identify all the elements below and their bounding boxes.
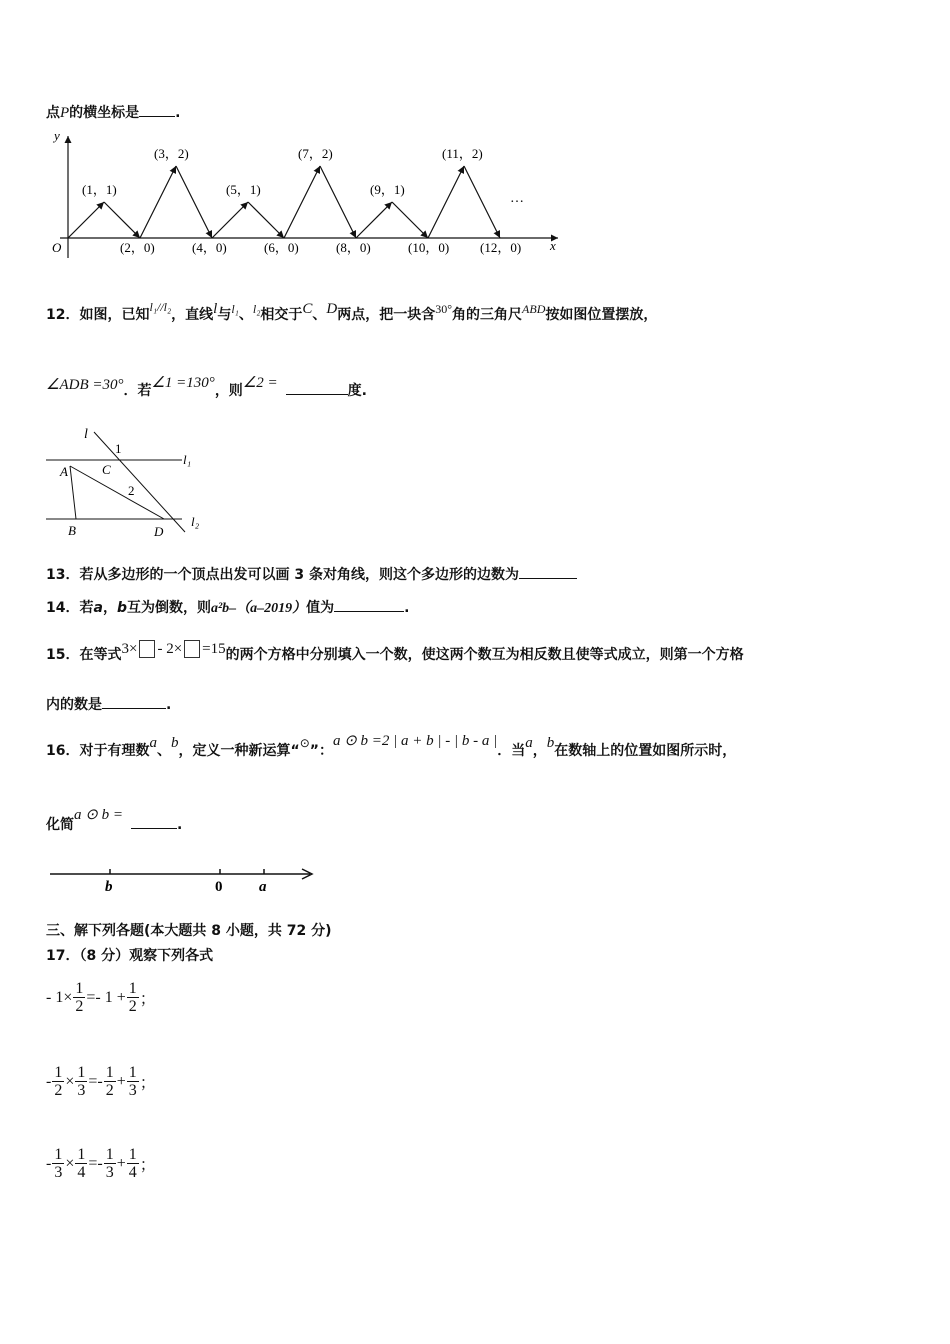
- eq3-frac-4-den: 4: [128, 1164, 137, 1181]
- q17-title: 17．（8 分）观察下列各式: [46, 948, 214, 964]
- q11-blank: [139, 104, 175, 117]
- q15-line2-text: 内的数是: [46, 697, 102, 713]
- q13-blank: [519, 566, 577, 579]
- q11-var: P: [60, 105, 70, 121]
- q15-number: 15．在等式: [46, 647, 122, 663]
- point-c-label: C: [102, 462, 111, 477]
- q11-post: 的横坐标是: [69, 105, 140, 121]
- q15-eq-b: - 2×: [157, 641, 183, 657]
- q15-line2: [46, 694, 171, 714]
- q16-var-b2: b: [546, 735, 555, 751]
- q12-cond1: ∠ADB =30°: [46, 377, 124, 393]
- q15-blank: [102, 696, 166, 709]
- eq1-frac-1-den: 2: [75, 998, 84, 1015]
- eq2-frac-2-den: 3: [77, 1082, 86, 1099]
- eq2-left: -: [46, 1072, 52, 1090]
- eq3-plus: +: [116, 1154, 126, 1172]
- eq2-frac-4: [127, 1064, 139, 1099]
- zigzag-segment: [212, 202, 248, 238]
- eq1-mid: =- 1 +: [86, 988, 126, 1006]
- q16-end: .: [176, 817, 183, 833]
- q12-var-abd: ABD: [522, 302, 546, 316]
- q11-pre: 点: [46, 105, 60, 121]
- eq2-mid: =-: [88, 1072, 103, 1090]
- base-label: (4，0): [192, 240, 227, 255]
- zigzag-segment: [356, 202, 392, 238]
- q15-line1: [46, 641, 744, 664]
- q14-blank: [334, 599, 404, 612]
- y-axis-label: y: [54, 128, 60, 143]
- q12-text-h: 按如图位置摆放，: [545, 307, 658, 323]
- equation-2: [46, 1064, 156, 1099]
- q12-figure: [40, 422, 220, 542]
- eq3-frac-4-num: 1: [128, 1146, 137, 1163]
- eq3-frac-1-num: 1: [54, 1146, 63, 1163]
- q12-cond3: ∠2 =: [242, 375, 278, 391]
- zigzag-segment: [140, 166, 176, 238]
- q15-box-1: [139, 640, 155, 658]
- eq2-frac-2: [75, 1064, 87, 1099]
- eq3-mid: =-: [88, 1154, 103, 1172]
- eq2-frac-4-num: 1: [128, 1064, 137, 1081]
- zigzag-segment: [104, 202, 140, 238]
- q12-line2: [46, 375, 367, 400]
- base-label: (2，0): [120, 240, 155, 255]
- q12-text-a: ，直线: [171, 307, 214, 323]
- eq2-frac-3-num: 1: [105, 1064, 114, 1081]
- q16-mid: ，定义一种新运算“: [178, 743, 300, 759]
- q16-tail: 在数轴上的位置如图所示时，: [554, 743, 737, 759]
- number-line: [44, 860, 324, 896]
- x-axis-label: x: [550, 238, 556, 253]
- eq1-frac-2-num: 1: [128, 980, 137, 997]
- q12-text-d: 相交于: [260, 307, 303, 323]
- q16-var-b: b: [170, 735, 179, 751]
- q11-tail: [46, 102, 181, 122]
- q12-text-ze: ，则: [214, 383, 243, 399]
- zigzag-segment: [320, 166, 356, 238]
- q12-text-e: 、: [312, 307, 327, 323]
- eq1-left: - 1×: [46, 988, 73, 1006]
- q16-line2: [46, 807, 183, 834]
- peak-label: (1，1): [82, 182, 117, 197]
- q12-cond2: ∠1 =130°: [151, 375, 215, 391]
- zigzag-segment: [248, 202, 284, 238]
- zigzag-segment: [284, 166, 320, 238]
- eq2-plus: +: [116, 1072, 126, 1090]
- section-3-heading: [46, 920, 332, 940]
- q15-text: 的两个方格中分别填入一个数，使这两个数互为相反数且使等式成立，则第一个方格: [225, 647, 744, 663]
- q16-line2-text: 化简: [46, 817, 74, 833]
- triangle-abd: [70, 466, 164, 519]
- q13-text: 13．若从多边形的一个顶点出发可以画 3 条对角线，则这个多边形的边数为: [46, 567, 519, 583]
- q12-line1: [46, 300, 658, 324]
- q16-var-a2: a: [525, 735, 533, 751]
- q14-var-b: b: [116, 600, 127, 616]
- eq3-frac-2: [75, 1146, 87, 1181]
- eq2-frac-1-den: 2: [54, 1082, 63, 1099]
- eq2-frac-1: [52, 1064, 64, 1099]
- q17-heading: [46, 945, 213, 965]
- q15-box-2: [184, 640, 200, 658]
- q12-parallel: l₁//l₂: [149, 300, 172, 314]
- label-l2: l₂: [191, 514, 200, 529]
- q12-var-c: C: [302, 301, 313, 317]
- graph-ellipsis: …: [510, 191, 524, 206]
- q12-text-f: 两点，把一块含: [337, 307, 436, 323]
- peak-label: (11，2): [442, 146, 483, 161]
- base-label: (8，0): [336, 240, 371, 255]
- q12-text-g: 角的三角尺: [452, 307, 523, 323]
- eq2-frac-4-den: 3: [128, 1082, 137, 1099]
- q16-var-a: a: [149, 735, 157, 751]
- eq1-frac-1: [73, 980, 85, 1015]
- peak-label: (9，1): [370, 182, 405, 197]
- q12-text-b: 与: [217, 307, 232, 323]
- label-b: b: [105, 879, 113, 895]
- q12-degree: 30°: [435, 302, 453, 316]
- eq3-frac-3-num: 1: [105, 1146, 114, 1163]
- q16-number: 16．对于有理数: [46, 743, 150, 759]
- zigzag-segment: [428, 166, 464, 238]
- eq3-frac-2-den: 4: [77, 1164, 86, 1181]
- zigzag-segment: [68, 202, 104, 238]
- base-label: (12，0): [480, 240, 522, 255]
- eq2-frac-3: [104, 1064, 116, 1099]
- q16-comma: ，: [532, 743, 547, 759]
- q12-text-ruo: ．若: [123, 383, 152, 399]
- q16-mid2: ”：: [309, 743, 333, 759]
- base-label: (10，0): [408, 240, 450, 255]
- eq3-end: ；: [139, 1157, 156, 1174]
- peak-label: (5，1): [226, 182, 261, 197]
- q12-var-l1: l₁: [231, 302, 239, 316]
- eq2-times: ×: [65, 1072, 75, 1090]
- q12-number: 12．如图，已知: [46, 307, 150, 323]
- eq1-frac-1-num: 1: [75, 980, 84, 997]
- zigzag-graph: [40, 128, 570, 263]
- q14-var-a: a: [93, 600, 103, 616]
- zigzag-segment: [464, 166, 500, 238]
- line-l: [94, 432, 185, 532]
- eq2-frac-1-num: 1: [54, 1064, 63, 1081]
- angle-2-label: 2: [128, 483, 135, 498]
- equation-3: [46, 1146, 156, 1181]
- q14-comma: ，: [102, 600, 117, 616]
- eq3-frac-4: [127, 1146, 139, 1181]
- q15-end: .: [166, 697, 172, 713]
- q14: [46, 597, 410, 617]
- eq3-frac-1: [52, 1146, 64, 1181]
- eq3-times: ×: [65, 1154, 75, 1172]
- point-b-label: B: [68, 523, 76, 538]
- q14-mid: 互为倒数，则: [126, 600, 211, 616]
- q14-end: .: [404, 600, 410, 616]
- label-zero: 0: [215, 879, 223, 895]
- label-l: l: [84, 427, 88, 442]
- eq1-end: ；: [139, 991, 156, 1008]
- q14-expression: a²b–（a–2019）: [210, 601, 307, 616]
- q16-mid3: ．当: [497, 743, 526, 759]
- q14-post: 值为: [306, 600, 335, 616]
- q11-end: .: [175, 105, 181, 121]
- eq3-frac-1-den: 3: [54, 1164, 63, 1181]
- eq3-frac-3-den: 3: [105, 1164, 114, 1181]
- zigzag-path: [68, 166, 500, 238]
- peak-label: (3，2): [154, 146, 189, 161]
- q12-var-d: D: [326, 301, 338, 317]
- q16-expr2: a ⊙ b =: [74, 807, 123, 823]
- zigzag-segment: [176, 166, 212, 238]
- eq1-frac-2-den: 2: [128, 998, 137, 1015]
- origin-label: O: [52, 240, 62, 255]
- eq3-frac-2-num: 1: [77, 1146, 86, 1163]
- q16-operator: ⊙: [299, 736, 310, 750]
- q12-var-l2: l₂: [252, 302, 261, 316]
- point-d-label: D: [154, 524, 164, 539]
- equation-1: [46, 980, 156, 1015]
- q12-text-du: 度.: [347, 383, 367, 399]
- eq2-frac-2-num: 1: [77, 1064, 86, 1081]
- q12-var-l: l: [213, 301, 218, 317]
- q12-text-c: 、: [238, 307, 253, 323]
- eq1-frac-2: [127, 980, 139, 1015]
- q13: [46, 564, 577, 584]
- q16-line1: [46, 733, 737, 760]
- section-3-title: 三、解下列各题(本大题共 8 小题，共 72 分): [46, 923, 332, 939]
- point-labels: [82, 146, 521, 256]
- q16-blank: [131, 816, 177, 829]
- label-l1: l₁: [183, 452, 192, 467]
- angle-1-label: 1: [115, 441, 122, 456]
- q15-eq-a: 3×: [121, 641, 138, 657]
- q15-eq-c: =15: [202, 641, 226, 657]
- point-a-label: A: [60, 464, 68, 479]
- label-a: a: [259, 879, 267, 895]
- q14-pre: 14．若: [46, 600, 94, 616]
- eq3-frac-3: [104, 1146, 116, 1181]
- q12-blank: [286, 382, 348, 395]
- q16-formula: a ⊙ b =2 | a + b | - | b - a |: [332, 733, 498, 749]
- eq3-left: -: [46, 1154, 52, 1172]
- zigzag-segment: [392, 202, 428, 238]
- eq2-frac-3-den: 2: [105, 1082, 114, 1099]
- eq2-end: ；: [139, 1075, 156, 1092]
- base-label: (6，0): [264, 240, 299, 255]
- q16-sep: 、: [156, 743, 171, 759]
- peak-label: (7，2): [298, 146, 333, 161]
